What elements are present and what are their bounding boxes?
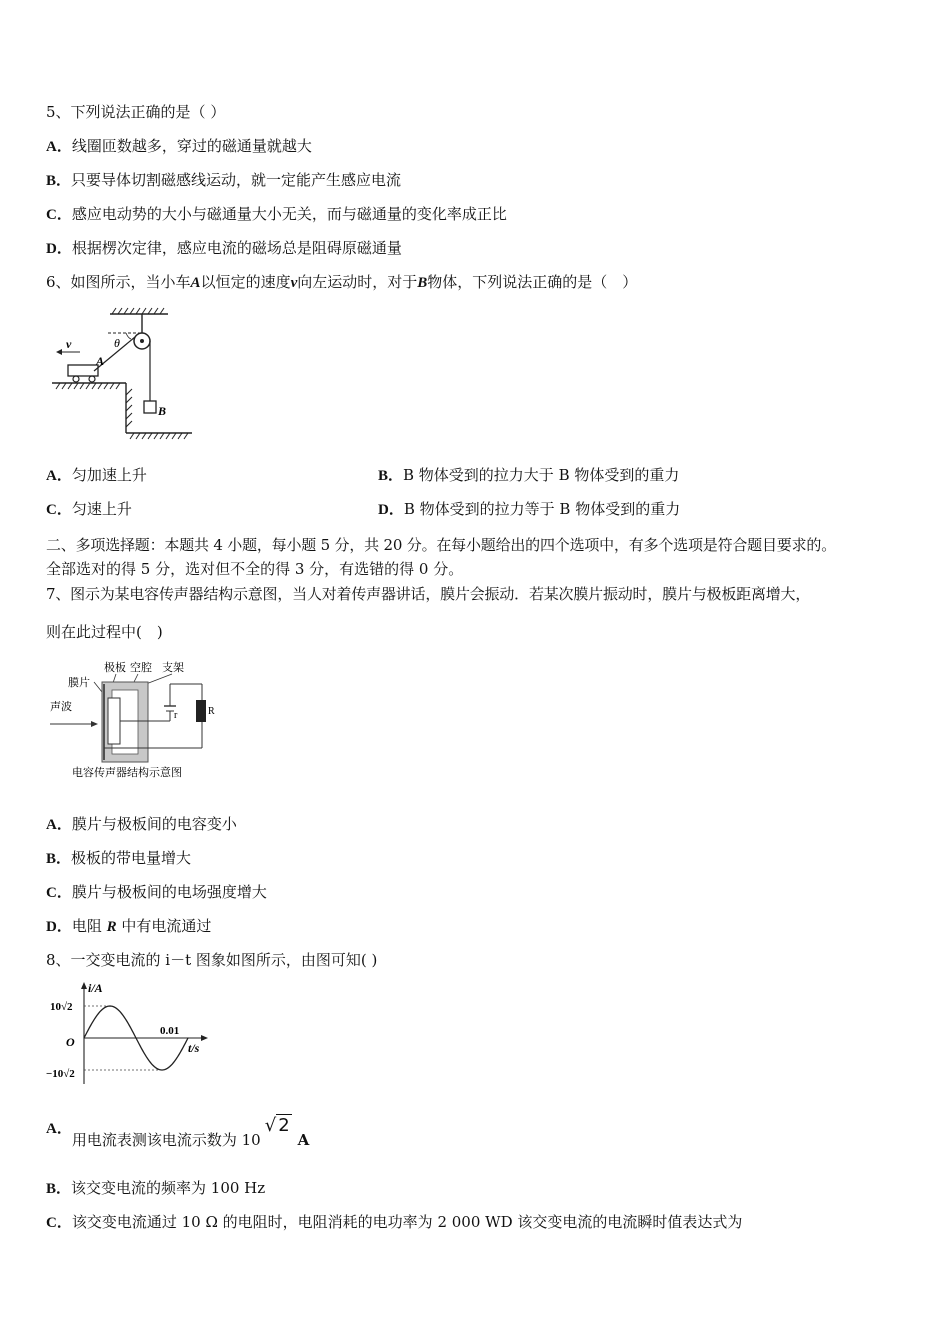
arrow-right-icon xyxy=(91,721,98,727)
q5-option-c: C．感应电动势的大小与磁通量大小无关，而与磁通量的变化率成正比 xyxy=(46,205,507,223)
q6-option-c: C．匀速上升 xyxy=(46,500,132,518)
x-axis-arrow-icon xyxy=(201,1035,208,1041)
label-r-big: R xyxy=(208,706,215,717)
resistor-r xyxy=(196,700,206,722)
q7-stem-1: 7、图示为某电容传声器结构示意图，当人对着传声器讲话，膜片会振动．若某次膜片振动时，膜片与极板距离增大， xyxy=(46,585,811,603)
x-axis-label: t/s xyxy=(188,1041,200,1055)
q8-stem: 8、一交变电流的 i－t 图象如图所示，由图可知( ) xyxy=(46,951,378,969)
q8-option-a: A．用电流表测该电流示数为 10√ 2A xyxy=(46,1115,310,1149)
q5-option-b: B．只要导体切割磁感线运动，就一定能产生感应电流 xyxy=(46,171,402,189)
label-a: A xyxy=(96,354,105,368)
ymin-label: −10√2 xyxy=(46,1068,75,1080)
q7-option-c: C．膜片与极板间的电场强度增大 xyxy=(46,883,267,901)
label-theta: θ xyxy=(114,336,120,350)
label-membrane: 膜片 xyxy=(68,677,90,689)
arrow-left-icon xyxy=(56,349,62,355)
q6-option-d: D．B 物体受到的拉力等于 B 物体受到的重力 xyxy=(378,500,681,518)
q7-option-b: B．极板的带电量增大 xyxy=(46,849,192,867)
figure-caption: 电容传声器结构示意图 xyxy=(72,767,182,779)
q6-stem: 6、如图所示，当小车A以恒定的速度v向左运动时，对于B物体，下列说法正确的是（ ） xyxy=(46,273,638,291)
q5-option-a: A．线圈匝数越多，穿过的磁通量就越大 xyxy=(46,137,312,155)
plate xyxy=(108,698,120,744)
data-point xyxy=(109,1005,110,1006)
label-cavity: 空腔 xyxy=(130,662,152,674)
origin-label: O xyxy=(66,1035,75,1049)
q6-option-a: A．匀加速上升 xyxy=(46,466,147,484)
ymax-label: 10√2 xyxy=(50,1001,73,1013)
tick-label-t1: 0.01 xyxy=(160,1025,180,1037)
q7-option-a: A．膜片与极板间的电容变小 xyxy=(46,815,237,833)
label-r-small: r xyxy=(174,710,178,721)
q7-option-d: D．电阻 R 中有电流通过 xyxy=(46,917,212,935)
data-point xyxy=(187,1037,188,1038)
label-v: v xyxy=(66,337,72,351)
sqrt-radical: √ 2 xyxy=(264,1115,290,1136)
section2-line1: 二、多项选择题：本题共 4 小题，每小题 5 分，共 20 分。在每小题给出的四个选项中，有多个选项是符合题目要求的。 xyxy=(46,536,836,554)
section2-line2: 全部选对的得 5 分，选对但不全的得 3 分，有选错的得 0 分。 xyxy=(46,560,464,578)
q8-current-chart xyxy=(46,980,216,1092)
label-sound: 声波 xyxy=(50,701,72,713)
data-point xyxy=(135,1037,136,1038)
q7-microphone-figure xyxy=(46,656,215,788)
q6-pulley-figure xyxy=(46,305,206,449)
label-plate: 极板 xyxy=(104,662,126,674)
q7-stem-2: 则在此过程中( ) xyxy=(46,623,163,641)
data-point xyxy=(161,1069,162,1070)
data-point xyxy=(83,1037,84,1038)
y-axis-arrow-icon xyxy=(81,982,87,989)
q8-option-c: C．该交变电流通过 10 Ω 的电阻时，电阻消耗的电功率为 2 000 WD 该交变电流的电流瞬时值表达式为 xyxy=(46,1213,743,1231)
q5-stem: 5、下列说法正确的是（ ） xyxy=(46,103,226,121)
label-b: B xyxy=(158,404,167,418)
y-axis-label: i/A xyxy=(88,981,103,995)
label-bracket: 支架 xyxy=(162,662,184,674)
block-b xyxy=(144,401,156,413)
q8-option-b: B．该交变电流的频率为 100 Hz xyxy=(46,1179,266,1197)
cart-a xyxy=(68,365,98,376)
q6-option-b: B．B 物体受到的拉力大于 B 物体受到的重力 xyxy=(378,466,680,484)
q5-option-d: D．根据楞次定律，感应电流的磁场总是阻碍原磁通量 xyxy=(46,239,402,257)
